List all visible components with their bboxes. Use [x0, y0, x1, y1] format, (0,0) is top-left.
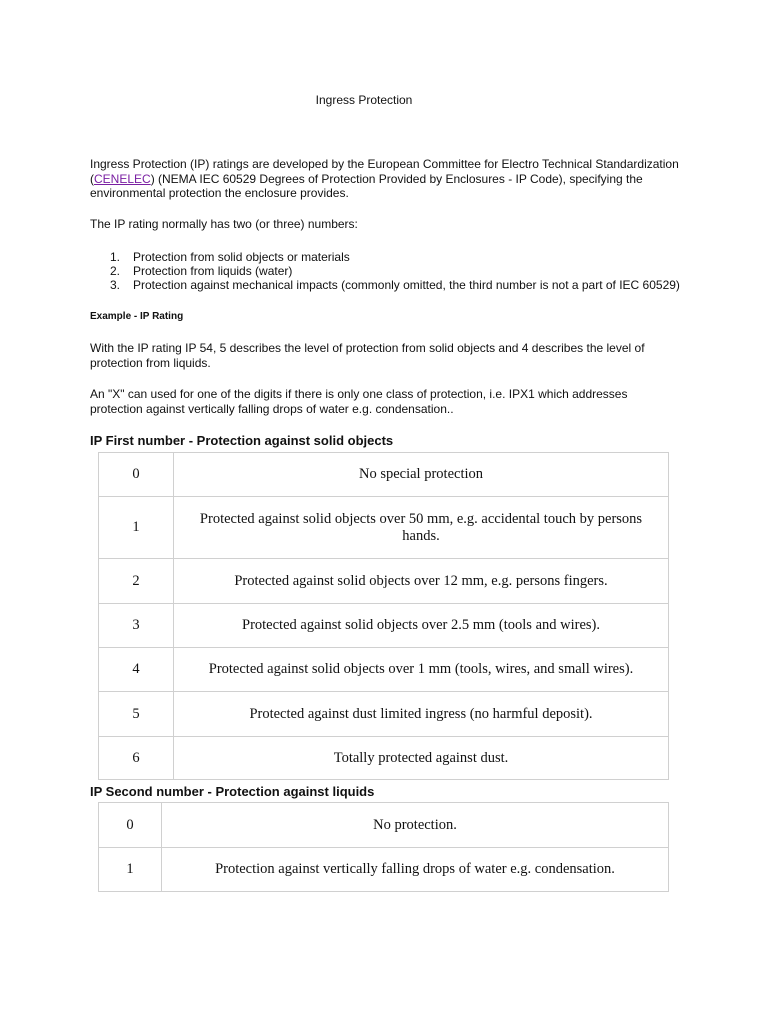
rating-description: Protection against vertically falling drops of water e.g. condensation.	[162, 848, 669, 892]
table-row	[99, 848, 669, 892]
table-row	[99, 453, 669, 497]
second-number-table	[98, 802, 669, 892]
list-item	[90, 264, 690, 278]
list-item-number: 3.	[110, 278, 121, 292]
example-heading: Example - IP Rating	[90, 311, 184, 322]
numbers-list	[90, 250, 690, 292]
rating-description: Protected against dust limited ingress (no harmful deposit).	[174, 692, 669, 737]
table-row	[99, 737, 669, 780]
table-row	[99, 559, 669, 604]
table-row	[99, 604, 669, 648]
list-item-text: Protection against mechanical impacts (commonly omitted, the third number is not a part of IEC 60529)	[133, 278, 680, 292]
intro-text-start: Ingress Protection (IP) ratings are developed by the European Committee for Electro Technical Standardization (	[90, 157, 679, 186]
table-row	[99, 648, 669, 692]
second-number-heading: IP Second number - Protection against liquids	[90, 784, 375, 799]
rating-description: Protected against solid objects over 12 mm, e.g. persons fingers.	[174, 559, 669, 604]
list-item	[90, 250, 690, 264]
rating-code: 2	[99, 559, 174, 604]
rating-code: 0	[99, 453, 174, 497]
cenelec-link[interactable]: CENELEC	[94, 171, 151, 186]
rating-code: 4	[99, 648, 174, 692]
table-row	[99, 692, 669, 737]
rating-code: 1	[99, 497, 174, 559]
rating-description: Protected against solid objects over 1 mm (tools, wires, and small wires).	[174, 648, 669, 692]
table-row	[99, 803, 669, 848]
example-paragraph: With the IP rating IP 54, 5 describes the level of protection from solid objects and 4 describes the level of protection from liquids.	[90, 341, 645, 370]
list-item-number: 1.	[110, 250, 121, 264]
list-item-text: Protection from liquids (water)	[133, 264, 293, 278]
list-item-text: Protection from solid objects or materials	[133, 250, 350, 264]
table-row	[99, 497, 669, 559]
rating-description: Totally protected against dust.	[174, 737, 669, 780]
rating-code: 5	[99, 692, 174, 737]
page-title: Ingress Protection	[315, 93, 413, 107]
intro-paragraph	[90, 157, 680, 201]
first-number-heading: IP First number - Protection against solid objects	[90, 433, 394, 448]
rating-code: 6	[99, 737, 174, 780]
rating-description: Protected against solid objects over 50 mm, e.g. accidental touch by persons hands.	[174, 497, 669, 559]
rating-description: Protected against solid objects over 2.5 mm (tools and wires).	[174, 604, 669, 648]
rating-code: 1	[99, 848, 162, 892]
rating-description: No protection.	[162, 803, 669, 848]
rating-description: No special protection	[174, 453, 669, 497]
x-digit-paragraph: An "X" can used for one of the digits if there is only one class of protection, i.e. IPX1 which addresses protection against vertically falling drops of water e.g. condensation..	[90, 387, 628, 416]
rating-code: 3	[99, 604, 174, 648]
list-item-number: 2.	[110, 264, 121, 278]
list-item	[90, 278, 690, 292]
numbers-intro: The IP rating normally has two (or three) numbers:	[90, 217, 358, 231]
first-number-table	[98, 452, 669, 780]
intro-text-end: ) (NEMA IEC 60529 Degrees of Protection Provided by Enclosures - IP Code), specifying the environmental protection the enclosure provides.	[90, 171, 643, 200]
rating-code: 0	[99, 803, 162, 848]
